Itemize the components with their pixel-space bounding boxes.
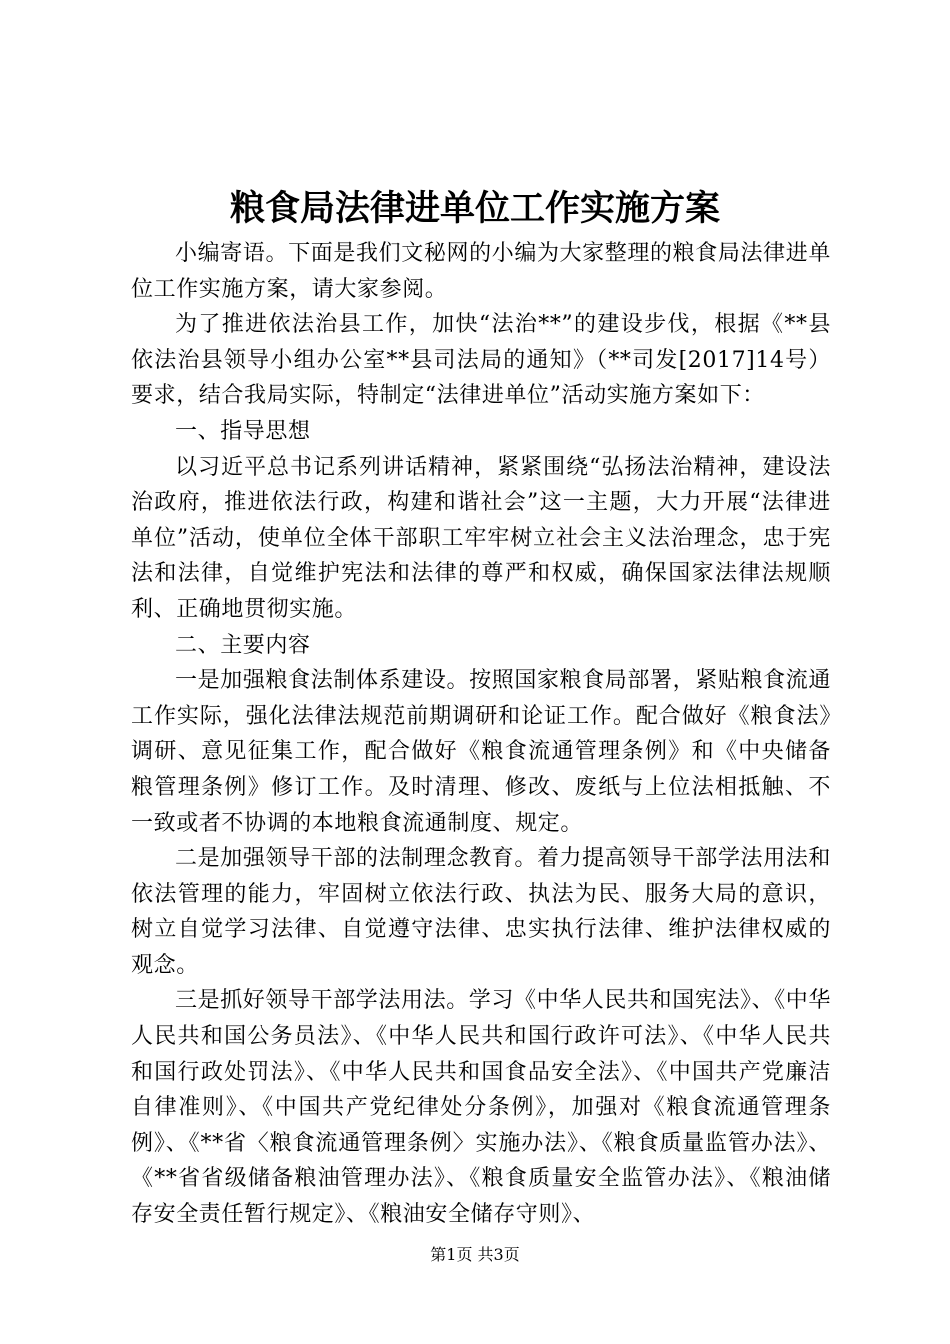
document-title: 粮食局法律进单位工作实施方案 — [229, 188, 720, 229]
paragraph-intro: 小编寄语。下面是我们文秘网的小编为大家整理的粮食局法律进单位工作实施方案，请大家参阅。 — [131, 241, 831, 302]
paragraph-item-three: 三是抓好领导干部学法用法。学习《中华人民共和国宪法》、《中华人民共和国公务员法》、《中华人民共和国行政许可法》、《中华人民共和国行政处罚法》、《中华人民共和国食品安全法》、《中国共产党廉洁自律准则》、《中国共产党纪律处分条例》，加强对《粮食流通管理条例》、《**省〈粮食流通管理条例〉实施办法》、《粮食质量监管办法》、《**省省级储备粮油管理办法》、《粮食质量安全监管办法》、《粮油储存安全责任暂行规定》、《粮油安全储存守则》、 — [131, 988, 832, 1228]
paragraph-item-two: 二是加强领导干部的法制理念教育。着力提高领导干部学法用法和依法管理的能力，牢固树立依法行政、执法为民、服务大局的意识，树立自觉学习法律、自觉遵守法律、忠实执行法律、维护法律权威的观念。 — [131, 846, 831, 978]
page-footer: 第1页 共3页 — [430, 1245, 520, 1264]
paragraph-guiding-ideology: 以习近平总书记系列讲话精神，紧紧围绕“弘扬法治精神，建设法治政府，推进依法行政，构建和谐社会”这一主题，大力开展“法律进单位”活动，使单位全体干部职工牢牢树立社会主义法治理念，忠于宪法和法律，自觉维护宪法和法律的尊严和权威，确保国家法律法规顺利、正确地贯彻实施。 — [131, 454, 831, 622]
document-body — [131, 236, 831, 1233]
paragraph-item-one: 一是加强粮食法制体系建设。按照国家粮食局部署，紧贴粮食流通工作实际，强化法律法规范前期调研和论证工作。配合做好《粮食法》调研、意见征集工作，配合做好《粮食流通管理条例》和《中央储备粮管理条例》修订工作。及时清理、修改、废纸与上位法相抵触、不一致或者不协调的本地粮食流通制度、规定。 — [131, 668, 831, 836]
section-heading-main-content: 二、主要内容 — [175, 632, 311, 658]
section-heading-guiding-ideology: 一、指导思想 — [175, 418, 311, 444]
paragraph-purpose: 为了推进依法治县工作，加快“法治**”的建设步伐，根据《**县依法治县领导小组办公室**县司法局的通知》（**司发[2017]14号）要求，结合我局实际，特制定“法律进单位”活动实施方案如下： — [131, 312, 831, 409]
